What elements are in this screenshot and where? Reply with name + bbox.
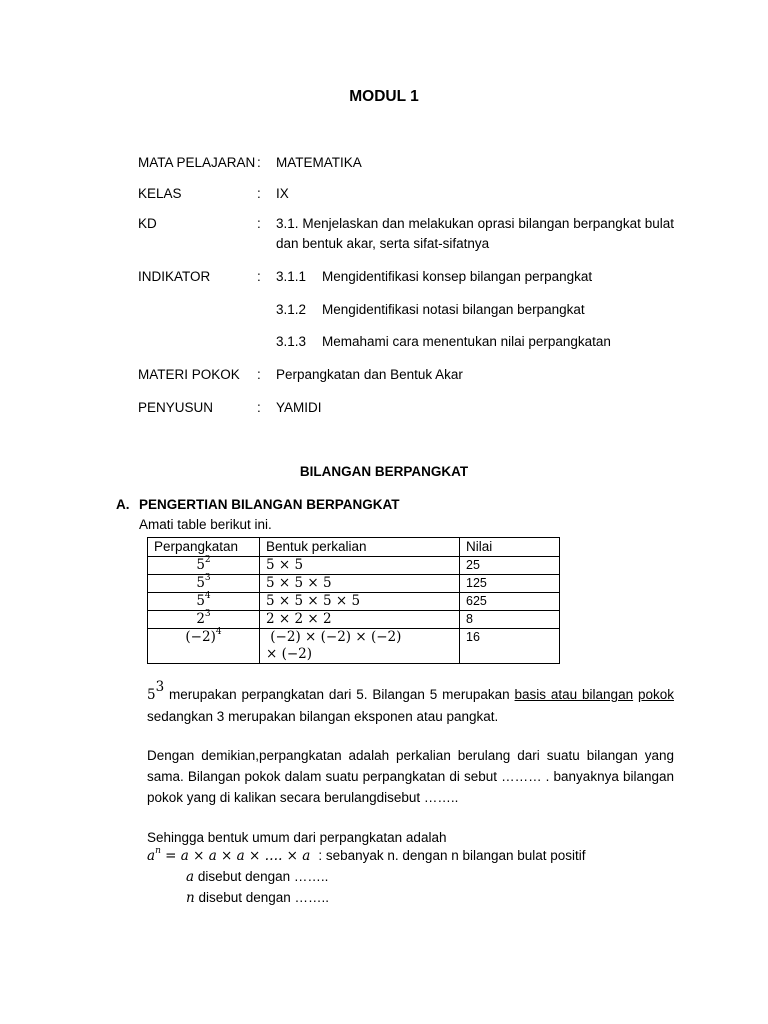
power-exponent: 2: [204, 555, 211, 565]
section-a-intro: Amati table berikut ini.: [139, 517, 272, 532]
meta-label-subject: MATA PELAJARAN: [138, 155, 256, 170]
section-a-title: PENGERTIAN BILANGAN BERPANGKAT: [139, 497, 400, 512]
paragraph-text: merupakan perpangkatan dari 5. Bilangan 5 merupakan: [164, 687, 515, 702]
section-title: BILANGAN BERPANGKAT: [299, 464, 469, 479]
power-exponent: 4: [215, 627, 222, 637]
value-cell: 8: [460, 611, 560, 629]
value-cell: 125: [460, 575, 560, 593]
product-cell: 5 × 5 × 5: [260, 575, 460, 593]
meta-label-topic: MATERI POKOK: [138, 367, 240, 382]
meta-value-topic: Perpangkatan dan Bentuk Akar: [276, 367, 463, 382]
meta-colon: :: [257, 400, 261, 415]
value-cell: 625: [460, 593, 560, 611]
meta-colon: :: [257, 367, 261, 382]
power-table: [147, 537, 560, 664]
product-line: × (−2): [266, 646, 313, 662]
indicator-text: Mengidentifikasi konsep bilangan perpangkat: [322, 269, 593, 284]
power-base: 5: [196, 593, 205, 609]
meta-colon: :: [257, 269, 261, 284]
definition-line: [186, 869, 328, 885]
table-row: [148, 629, 560, 664]
formula-description: : sebanyak n. dengan n bilangan bulat positif: [314, 848, 586, 863]
definition-text: disebut dengan ……..: [194, 869, 329, 884]
table-header: Bentuk perkalian: [260, 538, 460, 557]
power-exponent: 3: [155, 679, 165, 695]
product-cell: 5 × 5 × 5 × 5: [260, 593, 460, 611]
definition-line: [186, 890, 329, 906]
power-exponent: 3: [204, 573, 211, 583]
table-row: [148, 611, 560, 629]
product-cell: 5 × 5: [260, 557, 460, 575]
paragraph-text: sedangkan 3 merupakan bilangan eksponen atau pangkat.: [147, 709, 499, 724]
product-line: (−2) × (−2) × (−2): [266, 629, 402, 645]
indicator-number: 3.1.2: [276, 302, 307, 317]
table-header-row: [148, 538, 560, 557]
definition-text: disebut dengan ……..: [194, 890, 330, 905]
underlined-term: pokok: [637, 687, 674, 702]
formula-exponent: n: [155, 846, 161, 856]
power-exponent: 4: [204, 591, 211, 601]
power-base: 5: [147, 687, 156, 703]
power-cell: [148, 593, 260, 611]
power-base: 5: [196, 557, 205, 573]
definition-symbol: a: [186, 869, 195, 885]
general-formula: [147, 848, 586, 864]
power-cell: [148, 629, 260, 664]
indicator-text: Mengidentifikasi notasi bilangan berpangkat: [322, 302, 585, 317]
product-cell: 2 × 2 × 2: [260, 611, 460, 629]
meta-colon: :: [257, 216, 261, 231]
paragraph-definition: [147, 679, 674, 727]
product-cell: [260, 629, 460, 664]
paragraph-explanation: Dengan demikian,perpangkatan adalah perkalian berulang dari suatu bilangan yang sama. Bilangan pokok dalam suatu perpangkatan di sebut ……… . banyaknya bilangan pokok yang di kalikan secara berulangdisebut ……..: [147, 748, 674, 805]
power-cell: [148, 557, 260, 575]
table-row: [148, 593, 560, 611]
indicator-text: Memahami cara menentukan nilai perpangkatan: [322, 334, 611, 349]
power-cell: [148, 575, 260, 593]
power-base: 5: [196, 575, 205, 591]
definition-symbol: n: [186, 890, 195, 906]
formula-base: a: [147, 848, 156, 864]
power-cell: [148, 611, 260, 629]
power-base: (−2): [185, 629, 216, 645]
meta-label-indicator: INDIKATOR: [138, 269, 211, 284]
power-exponent: 3: [204, 609, 211, 619]
indicator-number: 3.1.3: [276, 334, 307, 349]
meta-value-kd: 3.1. Menjelaskan dan melakukan oprasi bilangan berpangkat bulat dan bentuk akar, serta sifat-sifatnya: [276, 216, 674, 251]
section-a-letter: A.: [116, 497, 130, 512]
meta-value-class: IX: [276, 186, 289, 201]
meta-value-author: YAMIDI: [276, 400, 322, 415]
paragraph-general-form: Sehingga bentuk umum dari perpangkatan adalah: [147, 830, 447, 845]
page-title: MODUL 1: [349, 88, 419, 105]
meta-label-kd: KD: [138, 216, 157, 231]
meta-label-author: PENYUSUN: [138, 400, 214, 415]
value-cell: 16: [460, 629, 560, 664]
meta-colon: :: [257, 155, 261, 170]
indicator-number: 3.1.1: [276, 269, 307, 284]
underlined-term: basis atau bilangan: [514, 687, 634, 702]
meta-label-class: KELAS: [138, 186, 182, 201]
value-cell: 25: [460, 557, 560, 575]
meta-colon: :: [257, 186, 261, 201]
table-row: [148, 575, 560, 593]
formula-expansion: = a × a × a × …. × a: [160, 848, 315, 864]
meta-value-subject: MATEMATIKA: [276, 155, 362, 170]
table-header: Nilai: [460, 538, 560, 557]
table-header: Perpangkatan: [148, 538, 260, 557]
power-base: 2: [196, 611, 205, 627]
table-row: [148, 557, 560, 575]
